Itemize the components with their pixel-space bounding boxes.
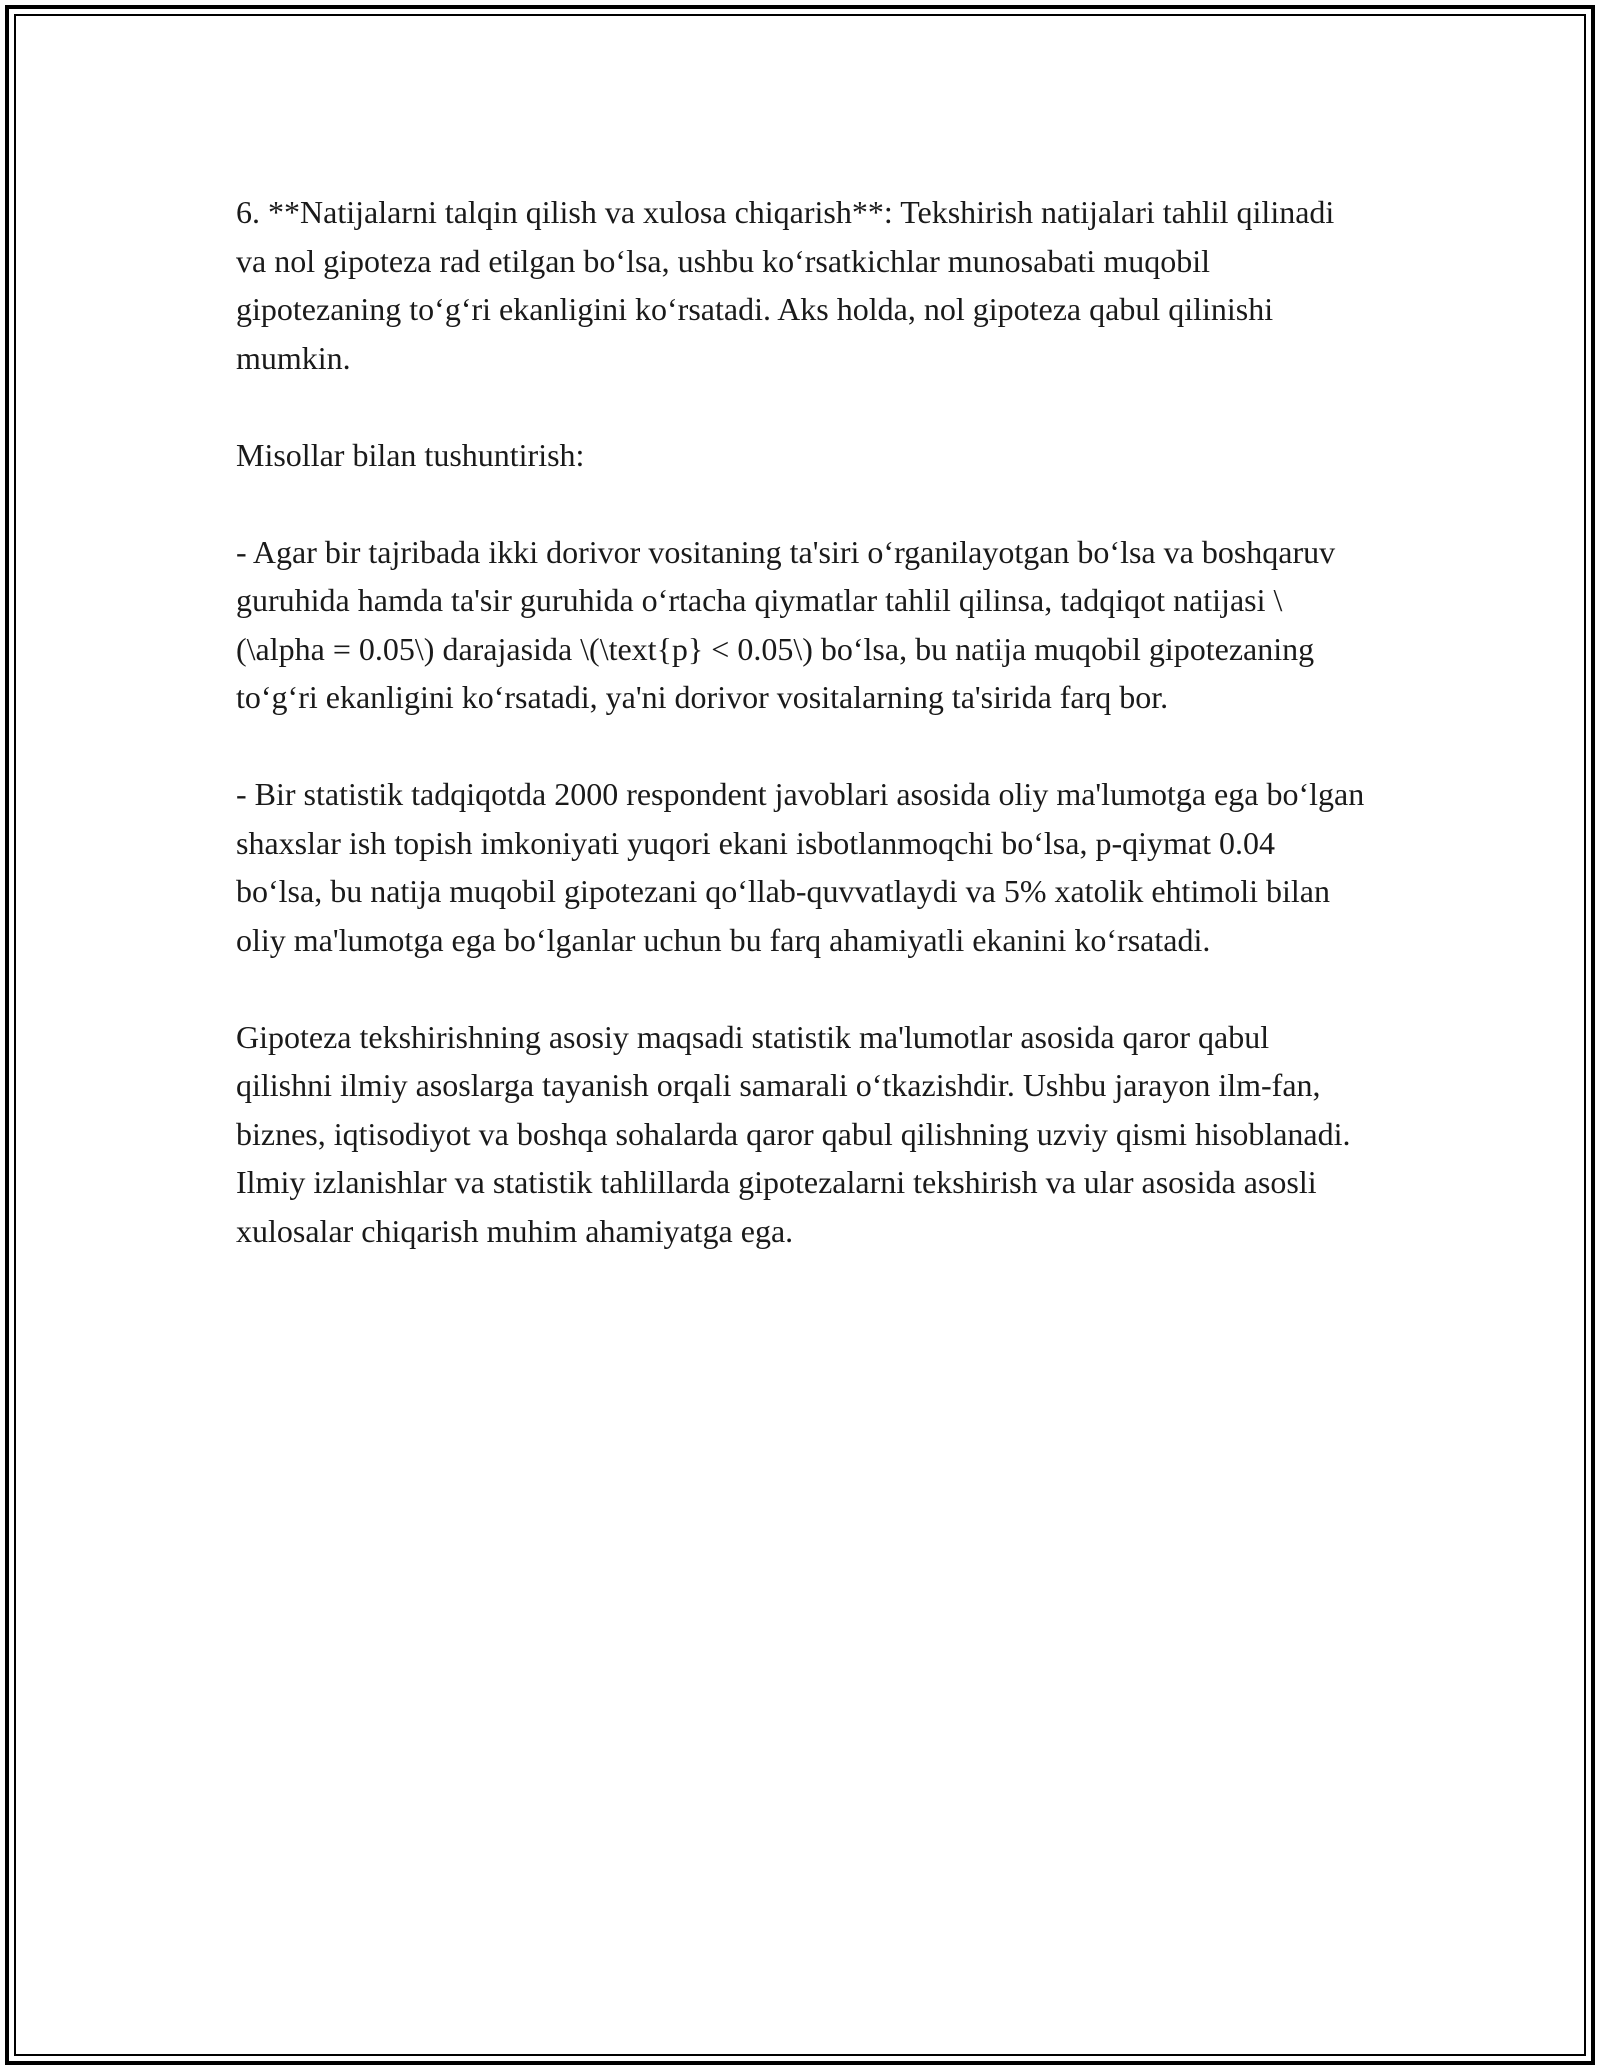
paragraph-example-drug: - Agar bir tajribada ikki dorivor vositaning ta'siri o‘rganilayotgan bo‘lsa va boshqaruv guruhida hamda ta'sir guruhida o‘rtacha qiymatlar tahlil qilinsa, tadqiqot natijasi \(\alpha = 0.05\) darajasida \(\text{p} < 0.05\) bo‘lsa, bu natija muqobil gipotezaning to‘g‘ri ekanligini ko‘rsatadi, ya'ni dorivor vositalarning ta'sirida farq bor. xyxy=(236,533,1336,715)
paragraph-interpretation-step: 6. **Natijalarni talqin qilish va xulosa chiqarish**: Tekshirish natijalari tahlil qilinadi va nol gipoteza rad etilgan bo‘lsa, ushbu ko‘rsatkichlar munosabati muqobil gipotezaning to‘g‘ri ekanligini ko‘rsatadi. Aks holda, nol gipoteza qabul qilinishi mumkin. xyxy=(236,194,1335,376)
paragraph-conclusion: Gipoteza tekshirishning asosiy maqsadi statistik ma'lumotlar asosida qaror qabul qilishni ilmiy asoslarga tayanish orqali samarali o‘tkazishdir. Ushbu jarayon ilm-fan, biznes, iqtisodiyot va boshqa sohalarda qaror qabul qilishning uzviy qismi hisoblanadi. Ilmiy izlanishlar va statistik tahlillarda gipotezalarni tekshirish va ular asosida asosli xulosalar chiqarish muhim ahamiyatga ega. xyxy=(236,1018,1351,1249)
document-body xyxy=(236,188,1366,1304)
paragraph-example-survey: - Bir statistik tadqiqotda 2000 respondent javoblari asosida oliy ma'lumotga ega bo‘lgan shaxslar ish topish imkoniyati yuqori ekani isbotlanmoqchi bo‘lsa, p-qiymat 0.04 bo‘lsa, bu natija muqobil gipotezani qo‘llab-quvvatlaydi va 5% xatolik ehtimoli bilan oliy ma'lumotga ega bo‘lganlar uchun bu farq ahamiyatli ekanini ko‘rsatadi. xyxy=(236,776,1365,958)
paragraph-examples-heading: Misollar bilan tushuntirish: xyxy=(236,436,585,473)
